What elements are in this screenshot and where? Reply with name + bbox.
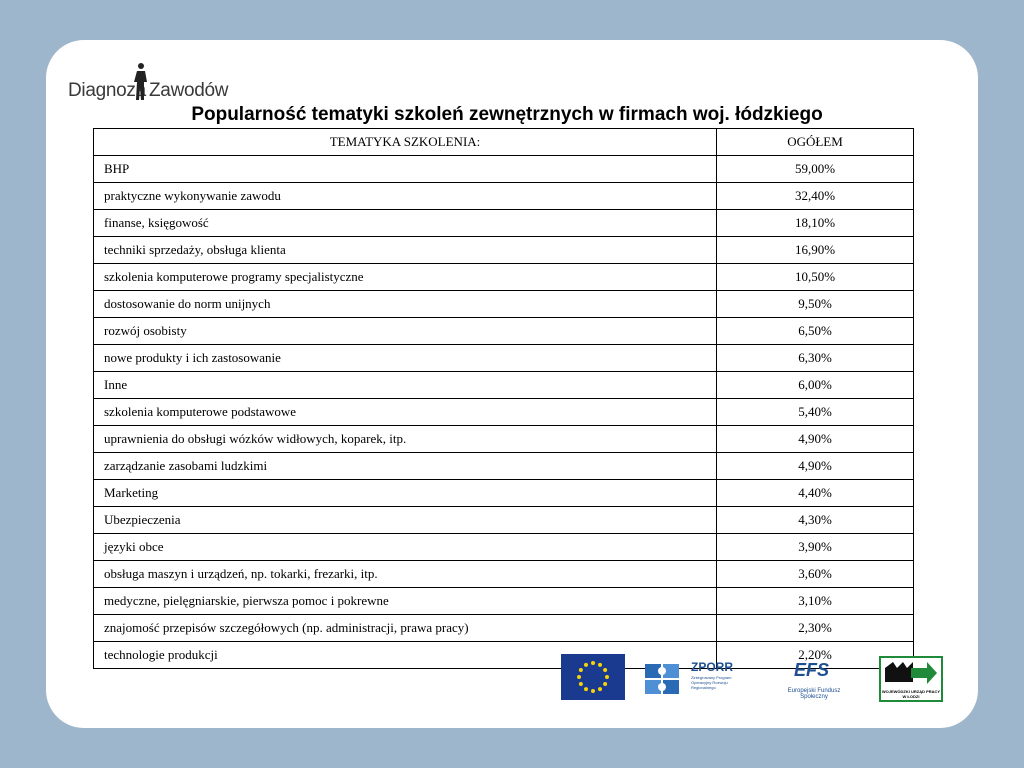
row-topic: języki obce (94, 534, 717, 561)
table-row (94, 399, 914, 426)
row-total: 9,50% (717, 291, 914, 318)
row-topic: BHP (94, 156, 717, 183)
row-topic: nowe produkty i ich zastosowanie (94, 345, 717, 372)
table-row (94, 156, 914, 183)
table-row (94, 588, 914, 615)
eu-star-icon (579, 668, 583, 672)
eu-star-icon (605, 675, 609, 679)
eu-star-icon (591, 661, 595, 665)
table-row (94, 426, 914, 453)
row-total: 3,90% (717, 534, 914, 561)
header-topic: TEMATYKA SZKOLENIA: (94, 129, 717, 156)
zporr-logo (643, 658, 743, 698)
row-total: 2,30% (717, 615, 914, 642)
eu-star-icon (579, 682, 583, 686)
row-topic: techniki sprzedaży, obsługa klienta (94, 237, 717, 264)
row-total: 6,00% (717, 372, 914, 399)
row-total: 3,10% (717, 588, 914, 615)
eu-star-icon (584, 687, 588, 691)
page-title: Popularność tematyki szkoleń zewnętrznych w firmach woj. łódzkiego (191, 104, 823, 125)
table-header-row (94, 129, 914, 156)
row-total: 10,50% (717, 264, 914, 291)
row-total: 16,90% (717, 237, 914, 264)
table-row (94, 183, 914, 210)
table-row (94, 291, 914, 318)
row-topic: finanse, księgowość (94, 210, 717, 237)
efs-subtitle: Europejski Fundusz Społeczny (787, 688, 841, 700)
logo-text-left: Diagnoza (68, 80, 146, 101)
row-total: 3,60% (717, 561, 914, 588)
row-topic: Inne (94, 372, 717, 399)
efs-mark: EFS (794, 660, 830, 680)
training-topics-table (93, 128, 914, 669)
logo-text-right: Zawodów (149, 80, 229, 101)
row-total: 4,90% (717, 453, 914, 480)
table-body (94, 156, 914, 669)
row-total: 5,40% (717, 399, 914, 426)
row-topic: Marketing (94, 480, 717, 507)
table-row (94, 372, 914, 399)
row-total: 4,90% (717, 426, 914, 453)
row-topic: znajomość przepisów szczegółowych (np. administracji, prawa pracy) (94, 615, 717, 642)
row-total: 2,20% (717, 642, 914, 669)
row-topic: obsługa maszyn i urządzeń, np. tokarki, frezarki, itp. (94, 561, 717, 588)
eu-star-icon (584, 663, 588, 667)
row-total: 4,30% (717, 507, 914, 534)
eu-flag-icon (561, 654, 625, 700)
table-row (94, 345, 914, 372)
row-topic: szkolenia komputerowe podstawowe (94, 399, 717, 426)
row-total: 18,10% (717, 210, 914, 237)
row-total: 6,30% (717, 345, 914, 372)
table-row (94, 237, 914, 264)
wup-subtitle: WOJEWÓDZKI URZĄD PRACY W ŁODZI (881, 689, 941, 699)
eu-star-icon (577, 675, 581, 679)
eu-star-icon (598, 663, 602, 667)
table-row (94, 507, 914, 534)
row-topic: zarządzanie zasobami ludzkimi (94, 453, 717, 480)
eu-star-icon (603, 668, 607, 672)
zporr-subtitle: Zintegrowany Program Operacyjny Rozwoju Regionalnego (691, 675, 732, 690)
eu-star-icon (603, 682, 607, 686)
table-row (94, 210, 914, 237)
table-row (94, 534, 914, 561)
row-topic: Ubezpieczenia (94, 507, 717, 534)
row-topic: medyczne, pielęgniarskie, pierwsza pomoc i pokrewne (94, 588, 717, 615)
table-row (94, 453, 914, 480)
row-topic: praktyczne wykonywanie zawodu (94, 183, 717, 210)
table-row (94, 264, 914, 291)
zporr-label: ZPORR (691, 660, 733, 674)
row-topic: dostosowanie do norm unijnych (94, 291, 717, 318)
row-total: 4,40% (717, 480, 914, 507)
table-row (94, 480, 914, 507)
row-total: 59,00% (717, 156, 914, 183)
header-total: OGÓŁEM (717, 129, 914, 156)
zporr-puzzle-icon (643, 660, 687, 696)
row-topic: technologie produkcji (94, 642, 717, 669)
efs-logo (774, 656, 854, 700)
wup-logo (879, 656, 943, 702)
eu-star-icon (591, 689, 595, 693)
table-row (94, 318, 914, 345)
row-topic: uprawnienia do obsługi wózków widłowych, koparek, itp. (94, 426, 717, 453)
row-topic: rozwój osobisty (94, 318, 717, 345)
table-row (94, 561, 914, 588)
row-total: 6,50% (717, 318, 914, 345)
worker-figure-icon (130, 62, 150, 102)
eu-star-icon (598, 687, 602, 691)
table-row (94, 615, 914, 642)
wup-arrow-icon (883, 660, 939, 688)
row-total: 32,40% (717, 183, 914, 210)
row-topic: szkolenia komputerowe programy specjalistyczne (94, 264, 717, 291)
